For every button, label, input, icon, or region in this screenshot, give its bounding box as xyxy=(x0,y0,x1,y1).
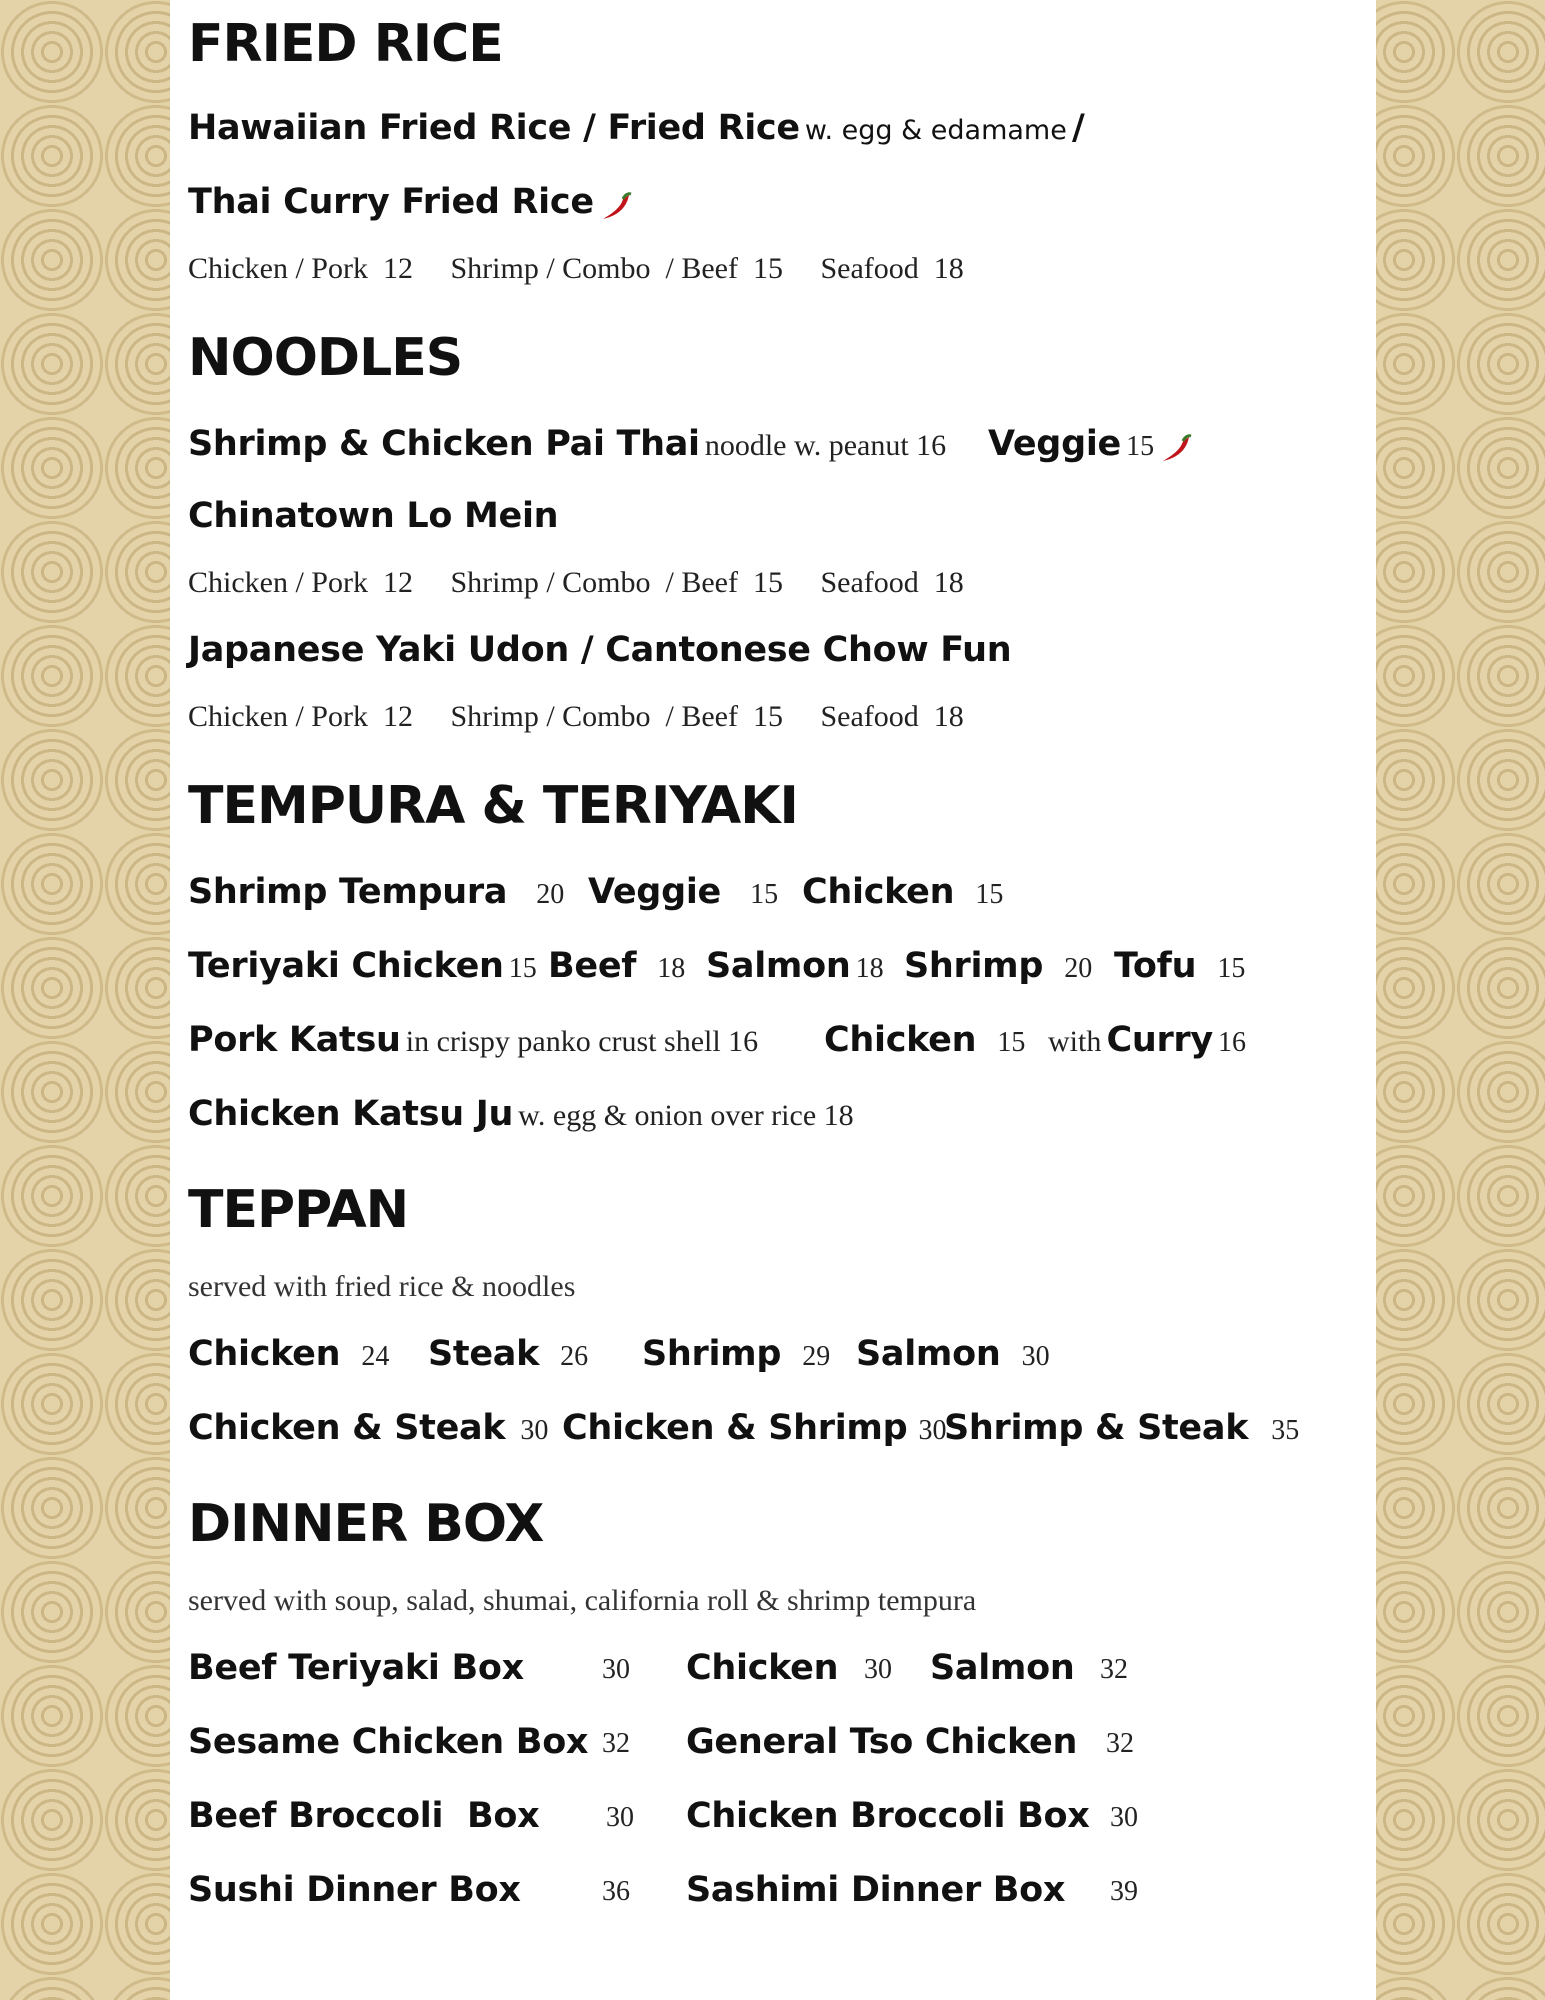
menu-item-name: Chicken xyxy=(188,1334,341,1374)
menu-item-price: 30 xyxy=(1110,1802,1138,1833)
menu-item-name: Tofu xyxy=(1114,946,1197,986)
decorative-swirl-border-left xyxy=(0,0,170,2000)
menu-item-name: Chicken xyxy=(686,1648,839,1688)
section-heading-teppan: TEPPAN xyxy=(188,1180,409,1240)
menu-item-name: General Tso Chicken xyxy=(686,1722,1078,1762)
katsu-chicken-name: Chicken xyxy=(824,1020,977,1060)
menu-item-name: Beef xyxy=(548,946,637,986)
menu-panel xyxy=(170,0,1376,2000)
menu-item-price: 30 xyxy=(1021,1341,1050,1372)
thai-curry-fried-rice xyxy=(188,182,633,227)
menu-item-price: 20 xyxy=(536,879,565,910)
menu-item-price: 32 xyxy=(602,1728,630,1759)
chili-pepper-icon xyxy=(1159,433,1193,469)
chili-pepper-icon xyxy=(599,191,633,227)
menu-item-price: 30 xyxy=(864,1654,892,1685)
pai-thai-desc: noodle w. peanut 16 xyxy=(704,429,947,462)
fried-rice-desc: w. egg & edamame xyxy=(804,115,1067,146)
thai-curry-fried-rice-name: Thai Curry Fried Rice xyxy=(188,182,594,222)
menu-item-price: 15 xyxy=(508,953,537,984)
menu-item-name: Shrimp xyxy=(642,1334,782,1374)
menu-item-name: Beef Broccoli Box xyxy=(188,1796,540,1836)
menu-item-price: 15 xyxy=(975,879,1004,910)
katsu-ju-row xyxy=(188,1094,854,1134)
menu-item-name: Chicken & Steak xyxy=(188,1408,506,1448)
menu-item-name: Steak xyxy=(428,1334,540,1374)
pork-katsu-name: Pork Katsu xyxy=(188,1020,401,1060)
fried-rice-separator: / xyxy=(1071,108,1085,148)
with-text: with xyxy=(1048,1025,1102,1058)
katsu-ju-name: Chicken Katsu Ju xyxy=(188,1094,514,1134)
lo-mein-prices: Chicken / Pork 12 Shrimp / Combo / Beef 15 Seafood 18 xyxy=(188,566,964,599)
menu-item-price: 30 xyxy=(606,1802,634,1833)
menu-item-name: Teriyaki Chicken xyxy=(188,946,504,986)
menu-item-name: Sashimi Dinner Box xyxy=(686,1870,1066,1910)
menu-item-name: Salmon xyxy=(930,1648,1075,1688)
menu-item-name: Shrimp xyxy=(904,946,1044,986)
menu-item-name: Sushi Dinner Box xyxy=(188,1870,521,1910)
section-heading-noodles: NOODLES xyxy=(188,328,463,388)
udon-prices: Chicken / Pork 12 Shrimp / Combo / Beef 15 Seafood 18 xyxy=(188,700,964,733)
menu-item-name: Chicken & Shrimp xyxy=(562,1408,908,1448)
menu-item-price: 32 xyxy=(1100,1654,1128,1685)
menu-item-name: Shrimp & Steak xyxy=(944,1408,1249,1448)
veggie-noodle-name: Veggie xyxy=(988,424,1121,464)
menu-item-price: 32 xyxy=(1106,1728,1134,1759)
pai-thai-row xyxy=(188,424,946,464)
menu-item-name: Salmon xyxy=(856,1334,1001,1374)
menu-item-price: 26 xyxy=(560,1341,589,1372)
menu-item-price: 15 xyxy=(1217,953,1246,984)
veggie-noodle-price: 15 xyxy=(1126,431,1155,462)
udon-chow-fun-name: Japanese Yaki Udon / Cantonese Chow Fun xyxy=(188,630,1012,670)
decorative-swirl-border-right xyxy=(1376,0,1545,2000)
section-heading-dinner-box: DINNER BOX xyxy=(188,1494,544,1554)
curry-name: Curry xyxy=(1106,1020,1213,1060)
menu-item-name: Chicken xyxy=(802,872,955,912)
menu-item-name: Chicken Broccoli Box xyxy=(686,1796,1090,1836)
teppan-note: served with fried rice & noodles xyxy=(188,1270,576,1303)
menu-item-price: 20 xyxy=(1064,953,1093,984)
katsu-ju-desc: w. egg & onion over rice 18 xyxy=(518,1099,854,1132)
fried-rice-line-1 xyxy=(188,108,1084,148)
pai-thai-name: Shrimp & Chicken Pai Thai xyxy=(188,424,700,464)
pork-katsu-desc: in crispy panko crust shell 16 xyxy=(405,1025,759,1058)
veggie-noodle-row xyxy=(988,424,1193,469)
menu-item-price: 24 xyxy=(361,1341,390,1372)
menu-item-price: 18 xyxy=(855,953,884,984)
menu-item-price: 29 xyxy=(802,1341,831,1372)
curry-price: 16 xyxy=(1217,1027,1246,1058)
katsu-chicken-price: 15 xyxy=(997,1027,1026,1058)
menu-item-name: Beef Teriyaki Box xyxy=(188,1648,524,1688)
fried-rice-names: Hawaiian Fried Rice / Fried Rice xyxy=(188,108,800,148)
menu-item-name: Salmon xyxy=(706,946,851,986)
lo-mein-name: Chinatown Lo Mein xyxy=(188,496,559,536)
menu-item-price: 30 xyxy=(520,1415,549,1446)
menu-item-name: Sesame Chicken Box xyxy=(188,1722,589,1762)
menu-item-price: 35 xyxy=(1271,1415,1300,1446)
menu-item-name: Shrimp Tempura xyxy=(188,872,508,912)
fried-rice-prices: Chicken / Pork 12 Shrimp / Combo / Beef 15 Seafood 18 xyxy=(188,252,964,285)
section-heading-fried-rice: FRIED RICE xyxy=(188,14,503,74)
menu-item-price: 36 xyxy=(602,1876,630,1907)
dinner-box-note: served with soup, salad, shumai, california roll & shrimp tempura xyxy=(188,1584,977,1617)
section-heading-tempura-teriyaki: TEMPURA & TERIYAKI xyxy=(188,776,798,836)
menu-item-price: 30 xyxy=(602,1654,630,1685)
menu-item-price: 15 xyxy=(750,879,779,910)
menu-item-price: 18 xyxy=(657,953,686,984)
menu-item-price: 30 xyxy=(918,1415,947,1446)
menu-item-name: Veggie xyxy=(588,872,721,912)
menu-item-price: 39 xyxy=(1110,1876,1138,1907)
